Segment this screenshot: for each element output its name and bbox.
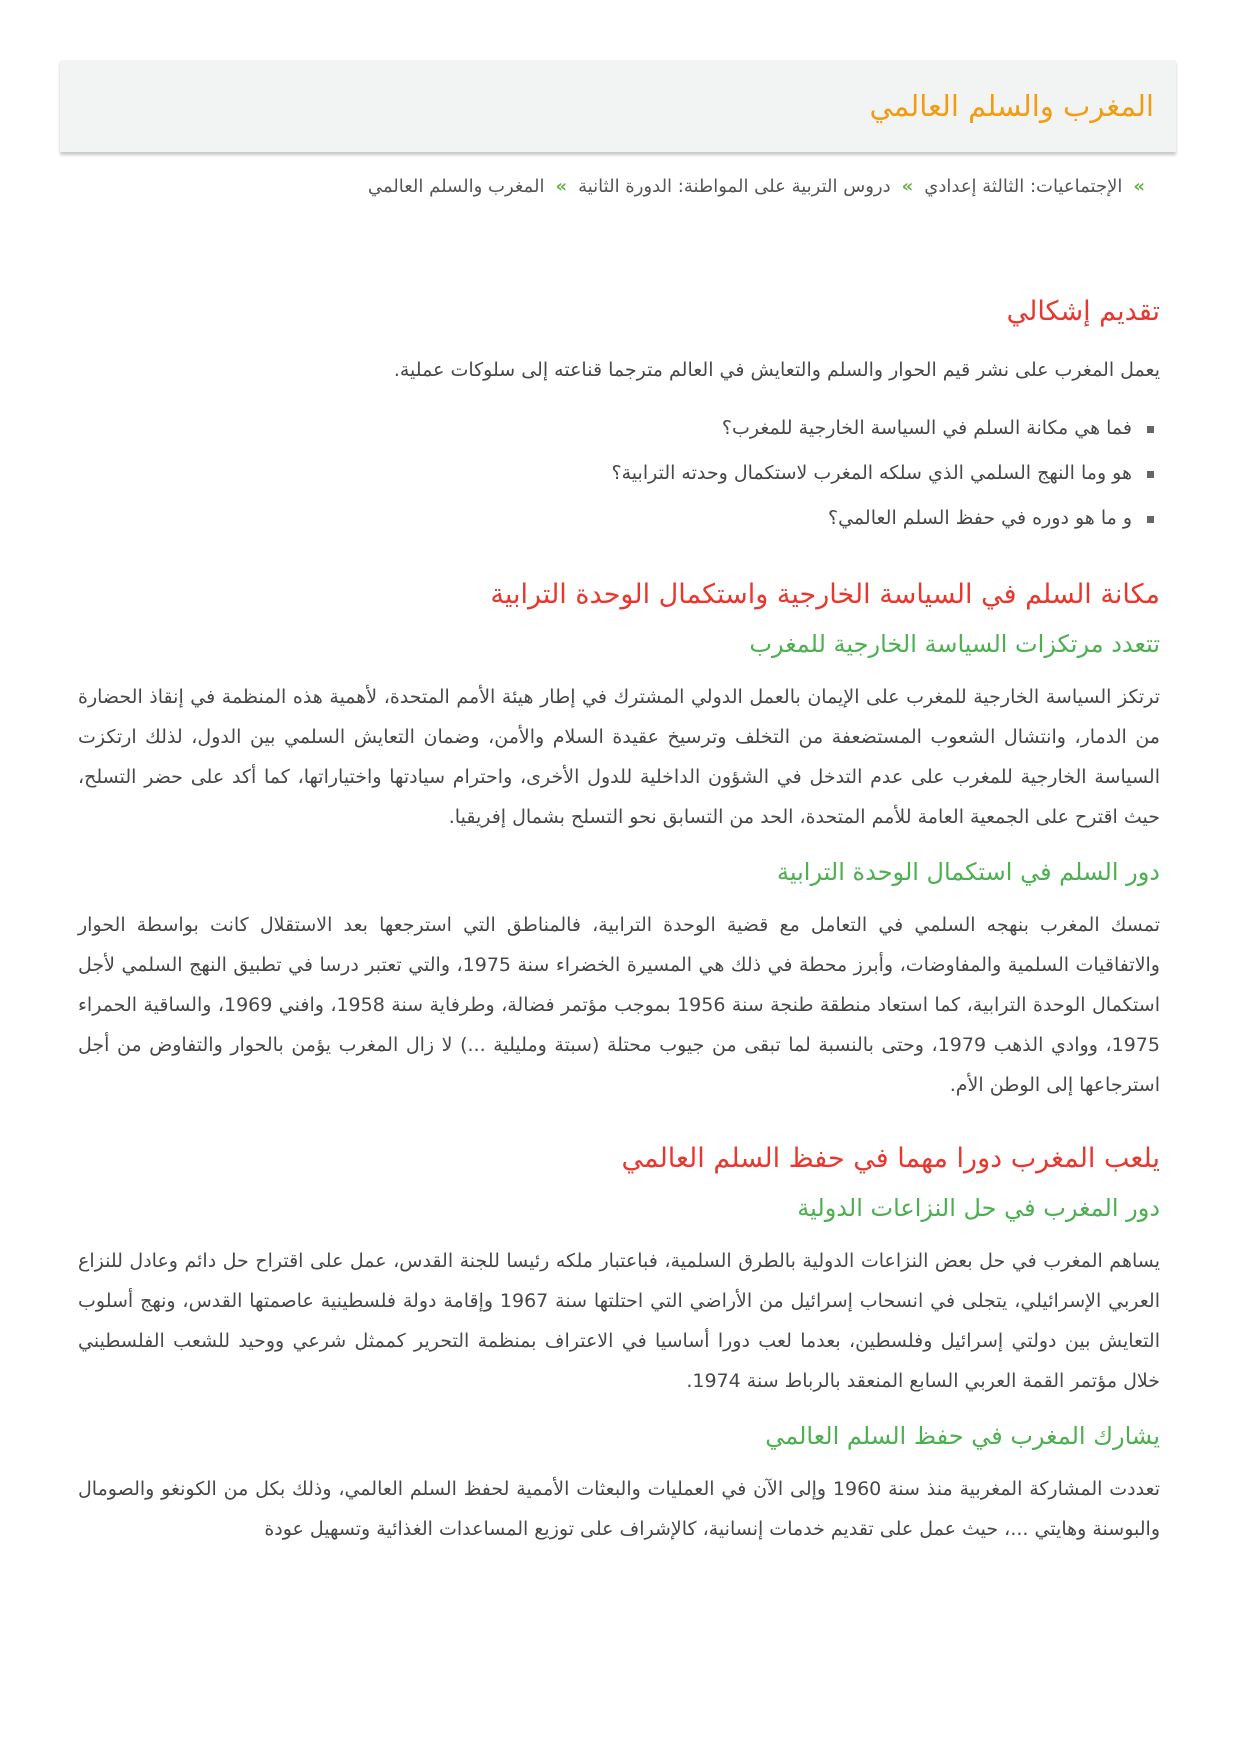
breadcrumb-separator: »	[901, 176, 914, 197]
section1-sub2-heading: دور السلم في استكمال الوحدة الترابية	[776, 858, 1160, 886]
breadcrumb-item-social-studies[interactable]: الإجتماعيات: الثالثة إعدادي	[924, 176, 1123, 197]
breadcrumb	[60, 176, 1156, 197]
section2-heading: يلعب المغرب دورا مهما في حفظ السلم العالمي	[621, 1143, 1160, 1174]
breadcrumb-item-citizenship-lessons[interactable]: دروس التربية على المواطنة: الدورة الثانية	[578, 176, 891, 197]
breadcrumb-separator: »	[555, 176, 568, 197]
article-content	[78, 292, 1160, 1549]
section1-heading: مكانة السلم في السياسة الخارجية واستكمال الوحدة الترابية	[490, 579, 1160, 610]
intro-paragraph: يعمل المغرب على نشر قيم الحوار والسلم والتعايش في العالم مترجما قناعته إلى سلوكات عملية.	[393, 359, 1160, 381]
list-item: فما هي مكانة السلم في السياسة الخارجية للمغرب؟	[78, 406, 1160, 451]
breadcrumb-separator: »	[1133, 176, 1145, 197]
breadcrumb-item-current: المغرب والسلم العالمي	[367, 176, 545, 197]
list-item: و ما هو دوره في حفظ السلم العالمي؟	[78, 496, 1160, 541]
section2-sub1-heading: دور المغرب في حل النزاعات الدولية	[797, 1194, 1160, 1222]
title-bar	[60, 60, 1176, 152]
section2-sub2-paragraph: تعددت المشاركة المغربية منذ سنة 1960 وإلى الآن في العمليات والبعثات الأممية لحفظ السلم العالمي، وذلك بكل من الكونغو والصومال والبوسنة وهايتي ...، حيث عمل على تقديم خدمات إنسانية، كالإشراف على توزيع المساعدات الغذائية وتسهيل عودة	[78, 1478, 1160, 1540]
page-title: المغرب والسلم العالمي	[869, 89, 1154, 123]
list-item: هو وما النهج السلمي الذي سلكه المغرب لاستكمال وحدته الترابية؟	[78, 451, 1160, 496]
intro-questions-list	[78, 406, 1160, 541]
intro-heading: تقديم إشكالي	[1006, 296, 1160, 327]
section2-sub2-heading: يشارك المغرب في حفظ السلم العالمي	[765, 1422, 1160, 1450]
section1-sub1-heading: تتعدد مرتكزات السياسة الخارجية للمغرب	[749, 630, 1160, 658]
section1-sub1-paragraph: ترتكز السياسة الخارجية للمغرب على الإيمان بالعمل الدولي المشترك في إطار هيئة الأمم المتحدة، لأهمية هذه المنظمة في إنقاذ الحضارة من الدمار، وانتشال الشعوب المستضعفة من التخلف وترسيخ عقيدة السلام والأمن، وضمان التعايش السلمي بين الدول، لذلك ارتكزت السياسة الخارجية للمغرب على عدم التدخل في الشؤون الداخلية للدول الأخرى، واحترام سيادتها واختياراتها، كما أكد على حضر التسلح، حيث اقترح على الجمعية العامة للأمم المتحدة، الحد من التسابق نحو التسلح بشمال إفريقيا.	[78, 686, 1160, 828]
section1-sub2-paragraph: تمسك المغرب بنهجه السلمي في التعامل مع قضية الوحدة الترابية، فالمناطق التي استرجعها بعد الاستقلال كانت بواسطة الحوار والاتفاقيات السلمية والمفاوضات، وأبرز محطة في ذلك هي المسيرة الخضراء سنة 1975، والتي تعتبر درسا في تطبيق النهج السلمي لأجل استكمال الوحدة الترابية، كما استعاد منطقة طنجة سنة 1956 بموجب مؤتمر فضالة، وطرفاية سنة 1958، وافني 1969، والساقية الحمراء 1975، ووادي الذهب 1979، وحتى بالنسبة لما تبقى من جيوب محتلة (سبتة ومليلية ...) لا زال المغرب يؤمن بالحوار والتفاوض من أجل استرجاعها إلى الوطن الأم.	[78, 914, 1160, 1096]
section2-sub1-paragraph: يساهم المغرب في حل بعض النزاعات الدولية بالطرق السلمية، فباعتبار ملكه رئيسا للجنة القدس، عمل على اقتراح حل دائم وعادل للنزاع العربي الإسرائيلي، يتجلى في انسحاب إسرائيل من الأراضي التي احتلتها سنة 1967 وإقامة دولة فلسطينية عاصمتها القدس، ونهج أسلوب التعايش بين دولتي إسرائيل وفلسطين، بعدما لعب دورا أساسيا في الاعتراف بمنظمة التحرير كممثل شرعي ووحيد للشعب الفلسطيني خلال مؤتمر القمة العربي السابع المنعقد بالرباط سنة 1974.	[78, 1250, 1160, 1392]
